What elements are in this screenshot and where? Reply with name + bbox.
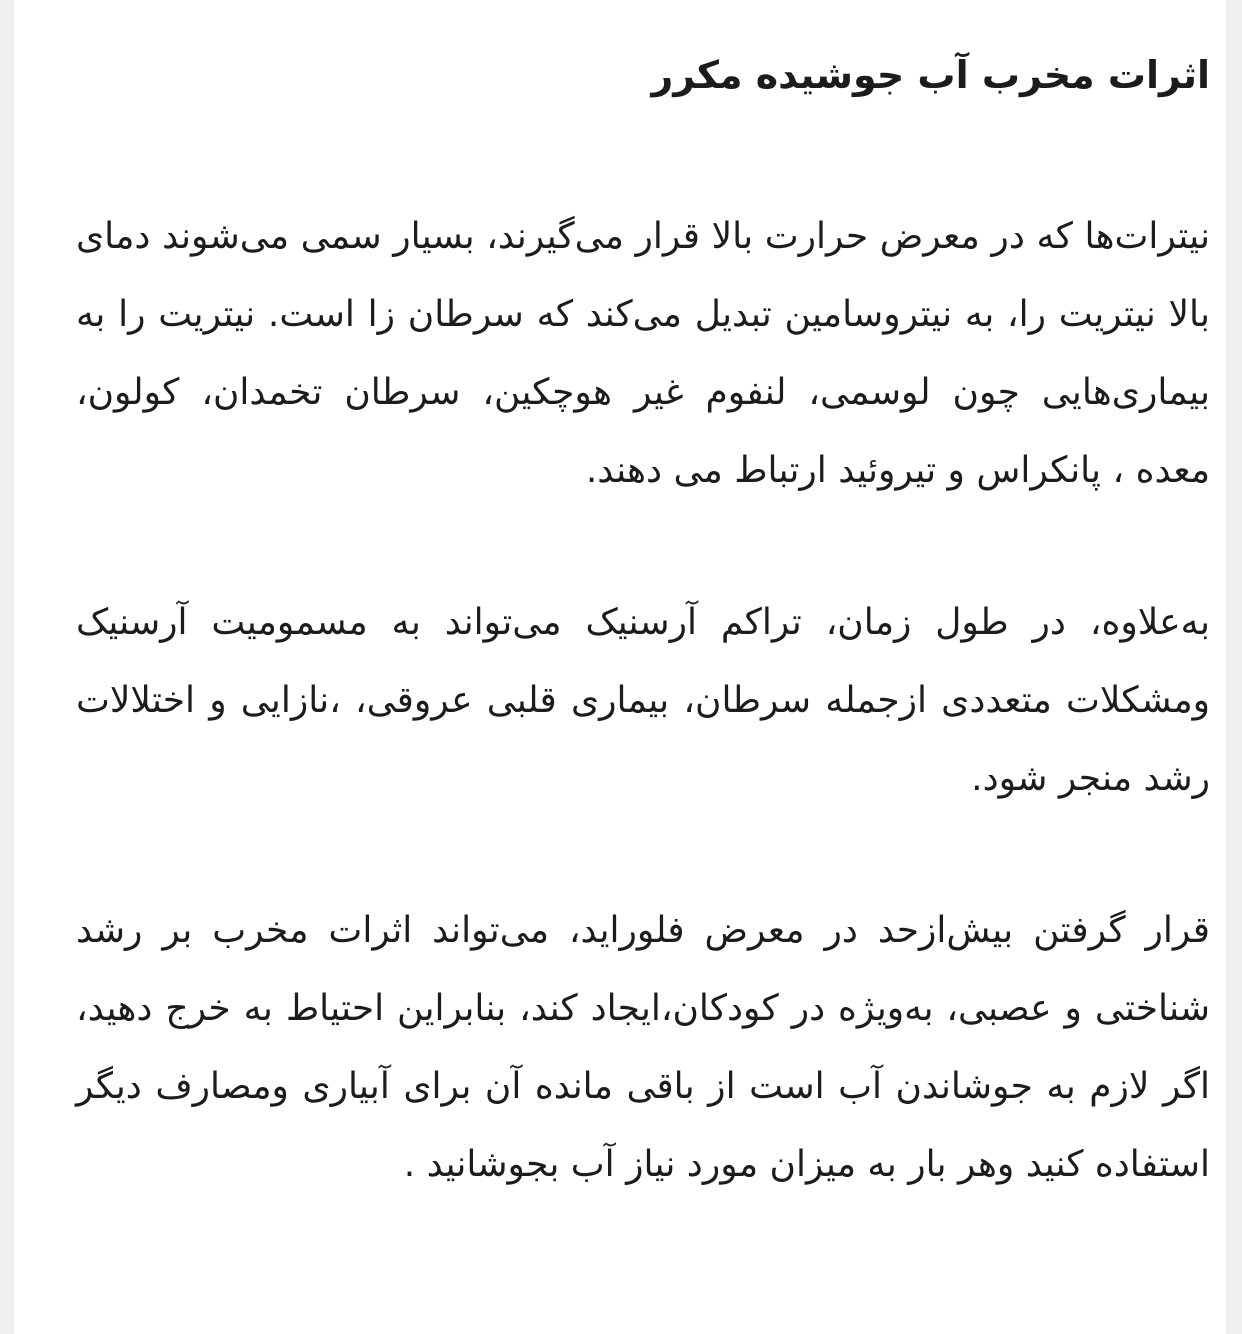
article-title: اثرات مخرب آب جوشیده مکرر [651, 53, 1210, 97]
article-page [14, 0, 1226, 1334]
paragraph-arsenic: به‌علاوه، در طول زمان، تراکم آرسنیک می‌تواند به مسمومیت آرسنیک ومشکلات متعددی ازجمله سرطان، بیماری قلبی عروقی، ،نازایی و اختلالات رشد منجر شود. [76, 602, 1210, 799]
paragraph-nitrates: نیترات‌ها که در معرض حرارت بالا قرار می‌گیرند، بسیار سمی می‌شوند دمای بالا نیتریت را، به نیتروسامین تبدیل می‌کند که سرطان زا است. نیتریت را به بیماری‌هایی چون لوسمی، لنفوم غیر هوچکین، سرطان تخمدان، کولون، معده ، پانکراس و تیروئید ارتباط می دهند. [76, 216, 1210, 491]
article-content [76, 0, 1210, 1204]
paragraph-fluoride: قرار گرفتن بیش‌ازحد در معرض فلوراید، می‌تواند اثرات مخرب بر رشد شناختی و عصبی، به‌ویژه در کودکان،ایجاد کند، بنابراین احتیاط به خرج دهید، اگر لازم به جوشاندن آب است از باقی مانده آن برای آبیاری ومصارف دیگر استفاده کنید وهر بار به میزان مورد نیاز آب بجوشانید . [76, 910, 1210, 1185]
